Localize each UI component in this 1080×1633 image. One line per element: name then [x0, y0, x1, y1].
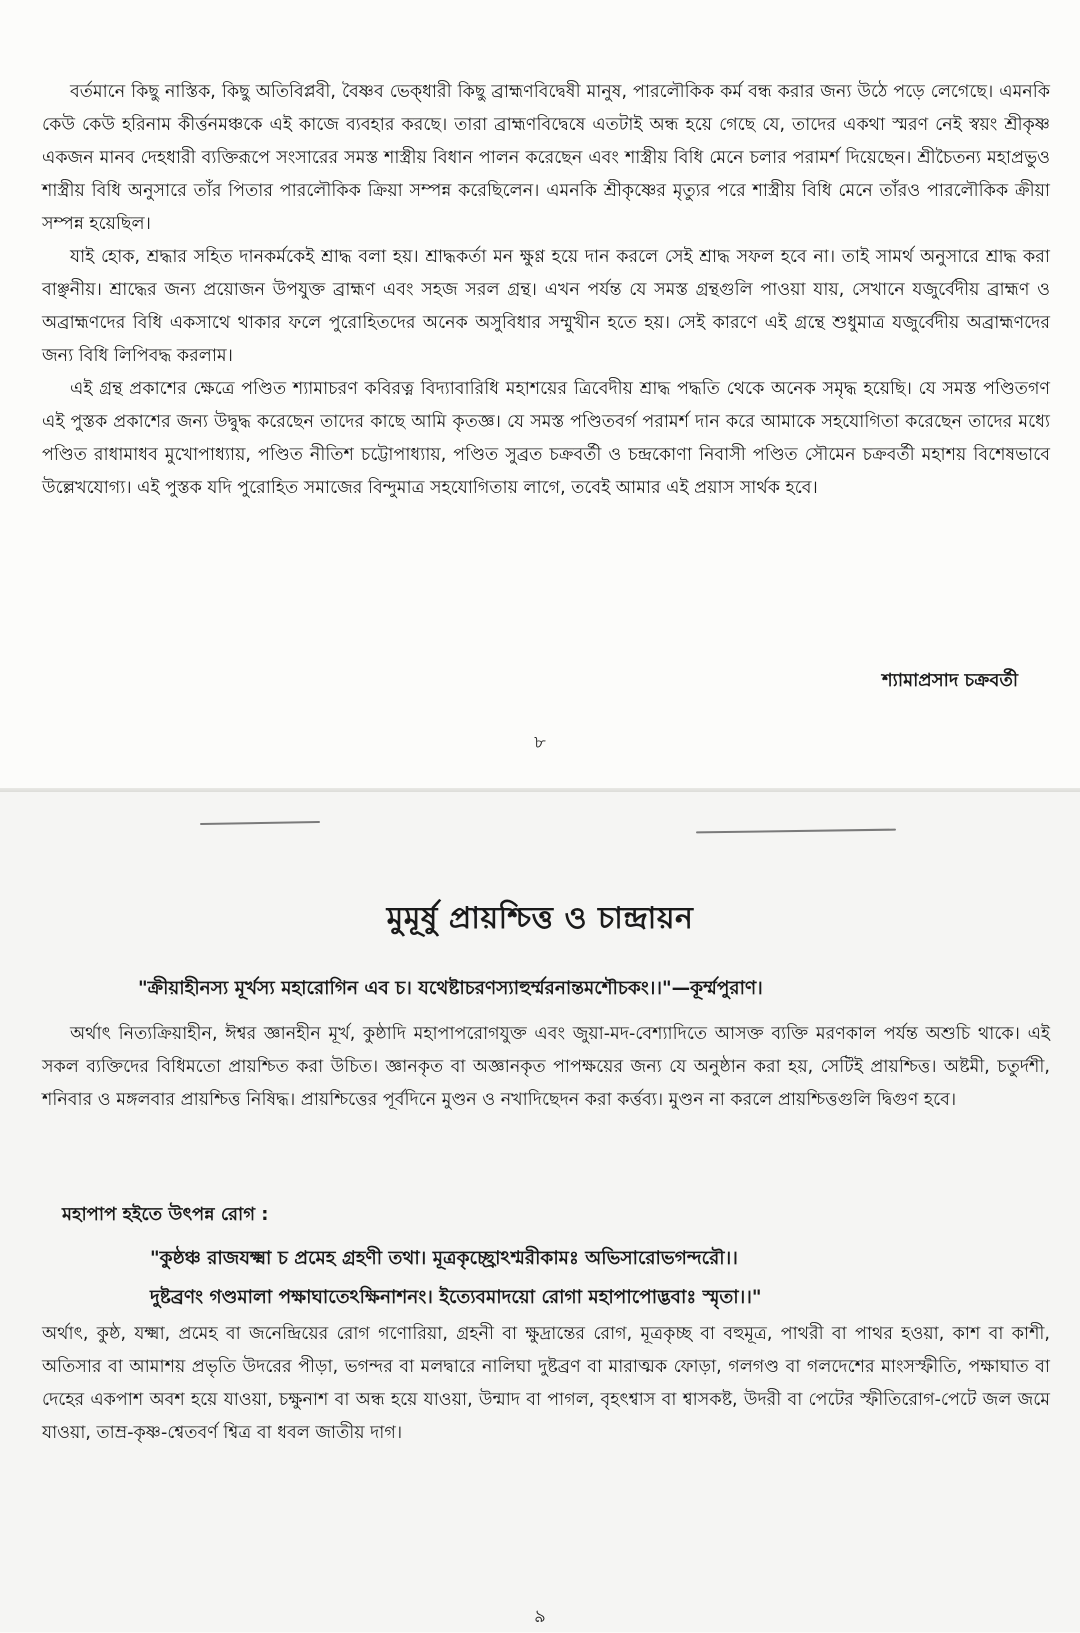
section-heading: মুমূর্ষু প্রায়শ্চিত্ত ও চান্দ্রায়ন [386, 901, 694, 936]
page-number: ৮ [534, 732, 546, 753]
body-paragraph: বর্তমানে কিছু নাস্তিক, কিছু অতিবিপ্লবী, বৈষ্ণব ভেক্‌ধারী কিছু ব্রাহ্মণবিদ্বেষী মানুষ, পারলৌকিক কর্ম বন্ধ করার জন্য উঠে পড়ে লেগেছে। এমনকি কেউ কেউ হরিনাম কীর্ত্তনমঞ্চকে এই কাজে ব্যবহার করছে। তারা ব্রাহ্মণবিদ্বেষে এতটাই অন্ধ হয়ে গেছে যে, তাদের একথা স্মরণ নেই স্বয়ং শ্রীকৃষ্ণ একজন মানব দেহধারী ব্যক্তিরূপে সংসারের সমস্ত শাস্ত্রীয় বিধান পালন করেছেন এবং শাস্ত্রীয় বিধি মেনে চলার পরামর্শ দিয়েছেন। শ্রীচৈতন্য মহাপ্রভুও শাস্ত্রীয় বিধি অনুসারে তাঁর পিতার পারলৌকিক ক্রিয়া সম্পন্ন করেছিলেন। এমনকি শ্রীকৃষ্ণের মৃত্যুর পরে শাস্ত্রীয় বিধি মেনে তাঁরও পারলৌকিক ক্রীয়া সম্পন্ন হয়েছিল। [42, 82, 1050, 234]
body-paragraph: এই গ্রন্থ প্রকাশের ক্ষেত্রে পণ্ডিত শ্যামাচরণ কবিরত্ন বিদ্যাবারিধি মহাশয়ের ত্রিবেদীয় শ্রাদ্ধ পদ্ধতি থেকে অনেক সমৃদ্ধ হয়েছি। যে সমস্ত পণ্ডিতগণ এই পুস্তক প্রকাশের জন্য উদ্বুদ্ধ করেছেন তাদের কাছে আমি কৃতজ্ঞ। যে সমস্ত পণ্ডিতবর্গ পরামর্শ দান করে আমাকে সহযোগিতা করেছেন তাদের মধ্যে পণ্ডিত রাধামাধব মুখোপাধ্যায়, পণ্ডিত নীতিশ চট্টোপাধ্যায়, পণ্ডিত সুব্রত চক্রবর্তী ও চন্দ্রকোণা নিবাসী পণ্ডিত সৌমেন চক্রবর্তী মহাশয় বিশেষভাবে উল্লেখযোগ্য। এই পুস্তক যদি পুরোহিত সমাজের বিন্দুমাত্র সহযোগিতায় লাগে, তবেই আমার এই প্রয়াস সার্থক হবে। [42, 379, 1050, 498]
bottom-body-text [42, 1018, 1050, 1117]
disease-list-text [42, 1318, 1050, 1450]
author-signature: শ্যামাপ্রসাদ চক্রবর্তী [881, 670, 1018, 691]
sanskrit-verse: "ক্রীয়াহীনস্য মূর্খস্য মহারোগিন এব চ। যথেষ্টাচরণস্যাহুর্ম্মরনান্তমশৌচকং।।"—কূর্ম্মপুরাণ। [138, 978, 763, 999]
top-body-text [42, 76, 1050, 505]
body-paragraph: যাই হোক, শ্রদ্ধার সহিত দানকর্মকেই শ্রাদ্ধ বলা হয়। শ্রাদ্ধকর্তা মন ক্ষুণ্ণ হয়ে দান করলে সেই শ্রাদ্ধ সফল হবে না। তাই সামর্থ অনুসারে শ্রাদ্ধ করা বাঞ্ছনীয়। শ্রাদ্ধের জন্য প্রয়োজন উপযুক্ত ব্রাহ্মণ এবং সহজ সরল গ্রন্থ। এখন পর্যন্ত যে সমস্ত গ্রন্থগুলি পাওয়া যায়, সেখানে যজুর্বেদীয় ব্রাহ্মণ ও অব্রাহ্মণদের বিধি একসাথে থাকার ফলে পুরোহিতদের অনেক অসুবিধার সম্মুখীন হতে হয়। সেই কারণে এই গ্রন্থে শুধুমাত্র যজুর্বেদীয় অব্রাহ্মণদের জন্য বিধি লিপিবদ্ধ করলাম। [42, 247, 1050, 366]
body-paragraph: অর্থাৎ নিত্যক্রিয়াহীন, ঈশ্বর জ্ঞানহীন মূর্খ, কুষ্ঠাদি মহাপাপরোগযুক্ত এবং জুয়া-মদ-বেশ্যাদিতে আসক্ত ব্যক্তি মরণকাল পর্যন্ত অশুচি থাকে। এই সকল ব্যক্তিদের বিধিমতো প্রায়শ্চিত করা উচিত। জ্ঞানকৃত বা অজ্ঞানকৃত পাপক্ষয়ের জন্য যে অনুষ্ঠান করা হয়, সেটিই প্রায়শ্চিত্ত। অষ্টমী, চতুর্দশী, শনিবার ও মঙ্গলবার প্রায়শ্চিত্ত নিষিদ্ধ। প্রায়শ্চিত্তের পূর্বদিনে মুণ্ডন ও নখাদিছেদন করা কর্ত্তব্য। মুণ্ডন না করলে প্রায়শ্চিত্তগুলি দ্বিগুণ হবে। [42, 1024, 1050, 1110]
body-paragraph: অর্থাৎ, কুষ্ঠ, যক্ষ্মা, প্রমেহ বা জনেন্দ্রিয়ের রোগ গণোরিয়া, গ্রহনী বা ক্ষুদ্রান্তের রোগ, মূত্রকৃচ্ছ বা বহুমূত্র, পাথরী বা পাথর হওয়া, কাশ বা কাশী, অতিসার বা আমাশয় প্রভৃতি উদরের পীড়া, ভগন্দর বা মলদ্বারে নালিঘা দুষ্টব্রণ বা মারাত্মক ফোড়া, গলগণ্ড বা গলদেশের মাংসস্ফীতি, পক্ষাঘাত বা দেহের একপাশ অবশ হয়ে যাওয়া, চক্ষুনাশ বা অন্ধ হয়ে যাওয়া, উন্মাদ বা পাগল, বৃহৎশ্বাস বা শ্বাসকষ্ট, উদরী বা পেটের স্ফীতিরোগ-পেটে জল জমে যাওয়া, তাম্র-কৃষ্ণ-শ্বেতবর্ণ শ্বিত্র বা ধবল জাতীয় দাগ। [42, 1324, 1050, 1443]
sanskrit-verse-line: দুষ্টব্রণং গণ্ডমালা পক্ষাঘাতেঽক্ষিনাশনং। ইত্যেবমাদয়ো রোগা মহাপাপোদ্ভবাঃ স্মৃতা।।" [150, 1287, 762, 1308]
sanskrit-verse-line: "কুষ্ঠঞ্চ রাজযক্ষ্মা চ প্রমেহ গ্রহণী তথা। মূত্রকৃচ্ছ্রোঽশ্মরীকামঃ অভিসারোভগন্দরৌ।। [150, 1248, 738, 1269]
page-number: ৯ [534, 1606, 546, 1627]
subheading: মহাপাপ হইতে উৎপন্ন রোগ : [62, 1204, 269, 1225]
page-seam [0, 788, 1080, 792]
